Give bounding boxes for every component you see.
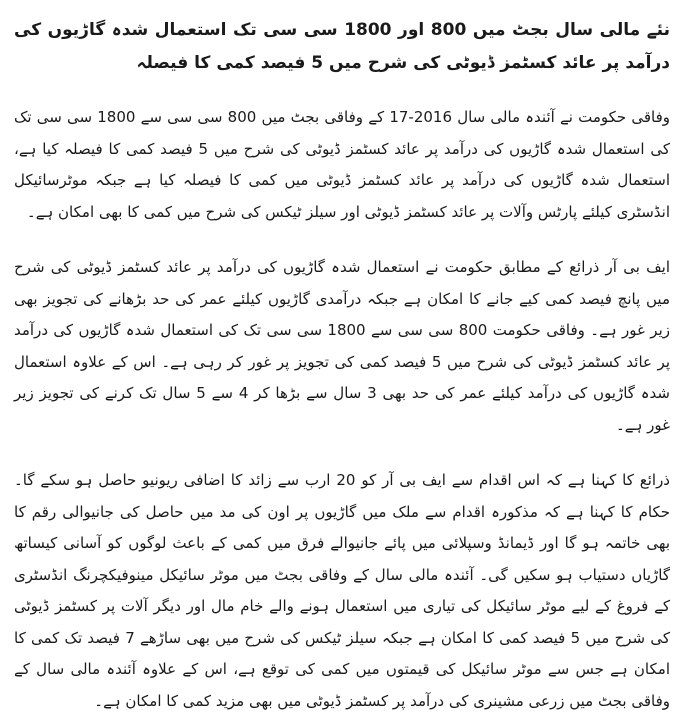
article-headline: نئے مالی سال بجٹ میں 800 اور 1800 سی سی تک استعمال شدہ گاڑیوں کی درآمد پر عائد کسٹمز ڈیوٹی کی شرح میں 5 فیصد کمی کا فیصلہ	[14, 20, 670, 73]
article-paragraph-2: ایف بی آر ذرائع کے مطابق حکومت نے استعمال شدہ گاڑیوں کی درآمد پر عائد کسٹمز ڈیوٹی کی شرح میں پانچ فیصد کمی کیے جانے کا امکان ہے جبکہ درآمدی گاڑیوں کیلئے عمر کی حد بڑھانے کی تجویز بھی زیر غور ہے۔ وفاقی حکومت 800 سی سی سے 1800 سی سی تک کی استعمال شدہ گاڑیوں کی درآمد پر عائد کسٹمز ڈیوٹی کی شرح میں 5 فیصد کمی کی تجویز پر غور کر رہی ہے۔ اس کے علاوہ استعمال شدہ گاڑیوں کی درآمد کیلئے عمر کی حد بھی 3 سال سے بڑھا کر 4 سے 5 سال تک کرنے کی تجویز زیر غور ہے۔	[14, 258, 671, 434]
article-paragraph-3: ذرائع کا کہنا ہے کہ اس اقدام سے ایف بی آر کو 20 ارب سے زائد کا اضافی ریونیو حاصل ہو سکے گا۔ حکام کا کہنا ہے کہ مذکورہ اقدام سے ملک میں گاڑیوں پر اون کی مد میں حاصل کی جانیوالی رقم کا بھی خاتمہ ہو گا اور ڈیمانڈ وسپلائی میں پائے جانیوالے فرق میں کمی کے باعث لوگوں کو آسانی کیساتھ گاڑیاں دستیاب ہو سکیں گی۔ آئندہ مالی سال کے وفاقی بجٹ میں موٹر سائیکل مینوفیکچرنگ انڈسٹری کے فروغ کے لیے موٹر سائیکل کی تیاری میں استعمال ہونے والے خام مال اور دیگر آلات پر کسٹمز ڈیوٹی کی شرح میں 5 فیصد کمی کا امکان ہے جبکہ سیلز ٹیکس کی شرح میں بھی ساڑھے 7 فیصد تک کمی کا امکان ہے جس سے موٹر سائیکل کی قیمتوں میں کمی کی توقع ہے، اس کے علاوہ آئندہ مالی سال کے وفاقی بجٹ میں زرعی مشینری کی درآمد پر کسٹمز ڈیوٹی میں بھی مزید کمی کا امکان ہے۔	[14, 471, 670, 710]
article-paragraph-1: وفاقی حکومت نے آئندہ مالی سال 2016-17 کے وفاقی بجٹ میں 800 سی سی سے 1800 سی سی تک کی استعمال شدہ گاڑیوں کی درآمد پر عائد کسٹمز ڈیوٹی کی شرح میں 5 فیصد کمی کا فیصلہ کیا ہے، استعمال شدہ گاڑیوں کی درآمد پر عائد کسٹمز ڈیوٹی میں کمی کا فیصلہ کیا ہے جبکہ موٹرسائیکل انڈسٹری کیلئے پارٹس وآلات پر عائد کسٹمز ڈیوٹی اور سیلز ٹیکس کی شرح میں کمی کا بھی امکان ہے۔	[14, 108, 671, 221]
